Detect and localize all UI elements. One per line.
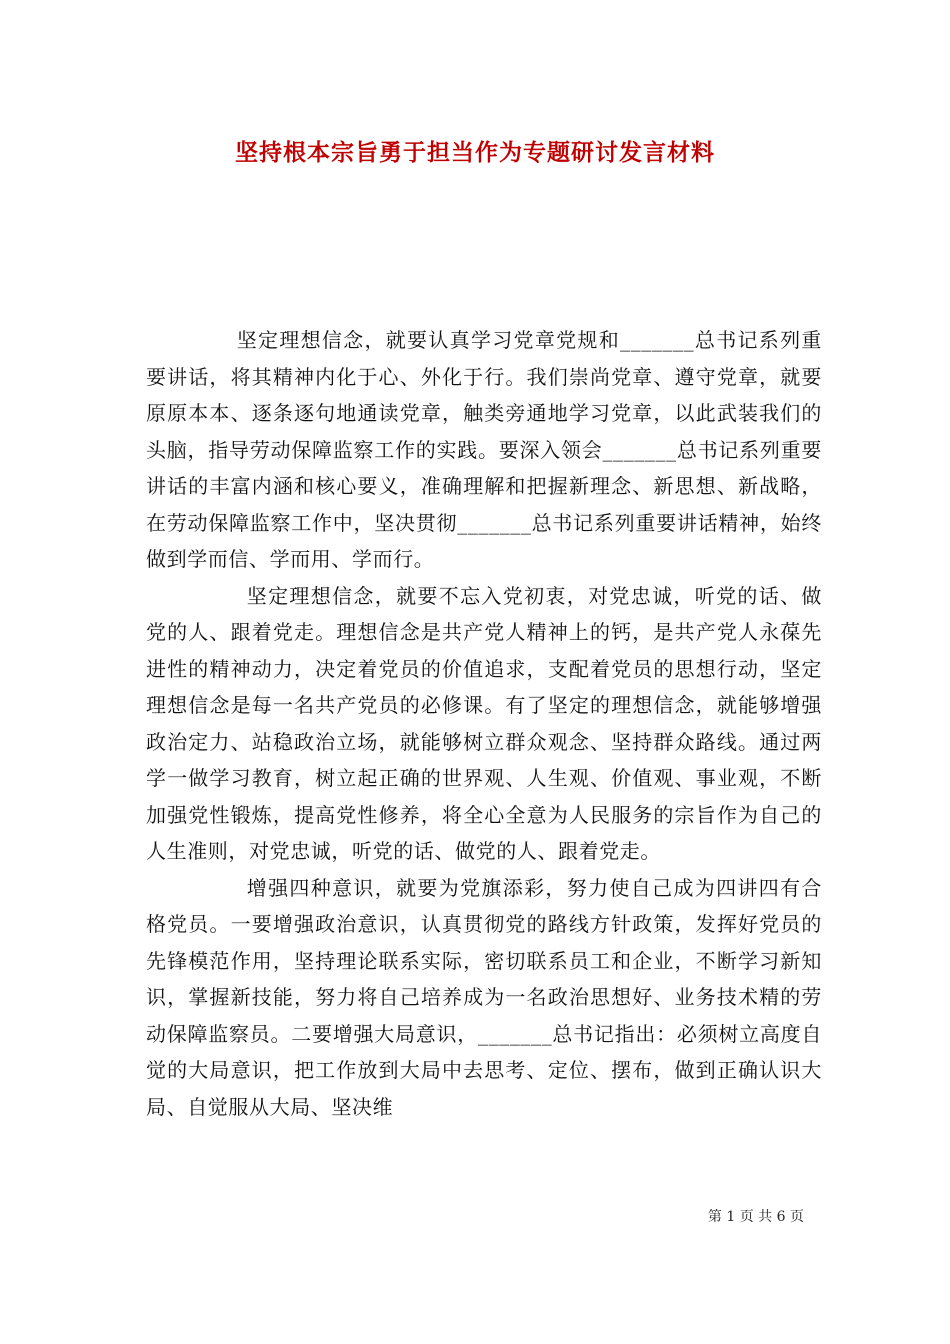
document-body	[146, 322, 822, 1125]
paragraph-3	[146, 870, 822, 1126]
paragraph-1	[146, 322, 822, 578]
paragraph-3-text: 增强四种意识，就要为党旗添彩，努力使自己成为四讲四有合格党员。一要增强政治意识，认真贯彻党的路线方针政策，发挥好党员的先锋模范作用，坚持理论联系实际，密切联系员工和企业，不断学习新知识，掌握新技能，努力将自己培养成为一名政治思想好、业务技术精的劳动保障监察员。二要增强大局意识，_______总书记指出：必须树立高度自觉的大局意识，把工作放到大局中去思考、定位、摆布，做到正确认识大局、自觉服从大局、坚决维	[146, 875, 822, 1119]
paragraph-2-text: 坚定理想信念，就要不忘入党初衷，对党忠诚，听党的话、做党的人、跟着党走。理想信念是共产党人精神上的钙，是共产党人永葆先进性的精神动力，决定着党员的价值追求，支配着党员的思想行动，坚定理想信念是每一名共产党员的必修课。有了坚定的理想信念，就能够增强政治定力、站稳政治立场，就能够树立群众观念、坚持群众路线。通过两学一做学习教育，树立起正确的世界观、人生观、价值观、事业观，不断加强党性锻炼，提高党性修养，将全心全意为人民服务的宗旨作为自己的人生准则，对党忠诚，听党的话、做党的人、跟着党走。	[146, 583, 822, 863]
paragraph-2	[146, 578, 822, 870]
document-title: 坚持根本宗旨勇于担当作为专题研讨发言材料	[235, 139, 715, 166]
paragraph-1-text: 坚定理想信念，就要认真学习党章党规和_______总书记系列重要讲话，将其精神内化于心、外化于行。我们崇尚党章、遵守党章，就要原原本本、逐条逐句地通读党章，触类旁通地学习党章，以此武装我们的头脑，指导劳动保障监察工作的实践。要深入领会_______总书记系列重要讲话的丰富内涵和核心要义，准确理解和把握新理念、新思想、新战略，在劳动保障监察工作中，坚决贯彻_______总书记系列重要讲话精神，始终做到学而信、学而用、学而行。	[146, 328, 822, 571]
page-number-footer: 第 1 页 共 6 页	[707, 1209, 804, 1225]
